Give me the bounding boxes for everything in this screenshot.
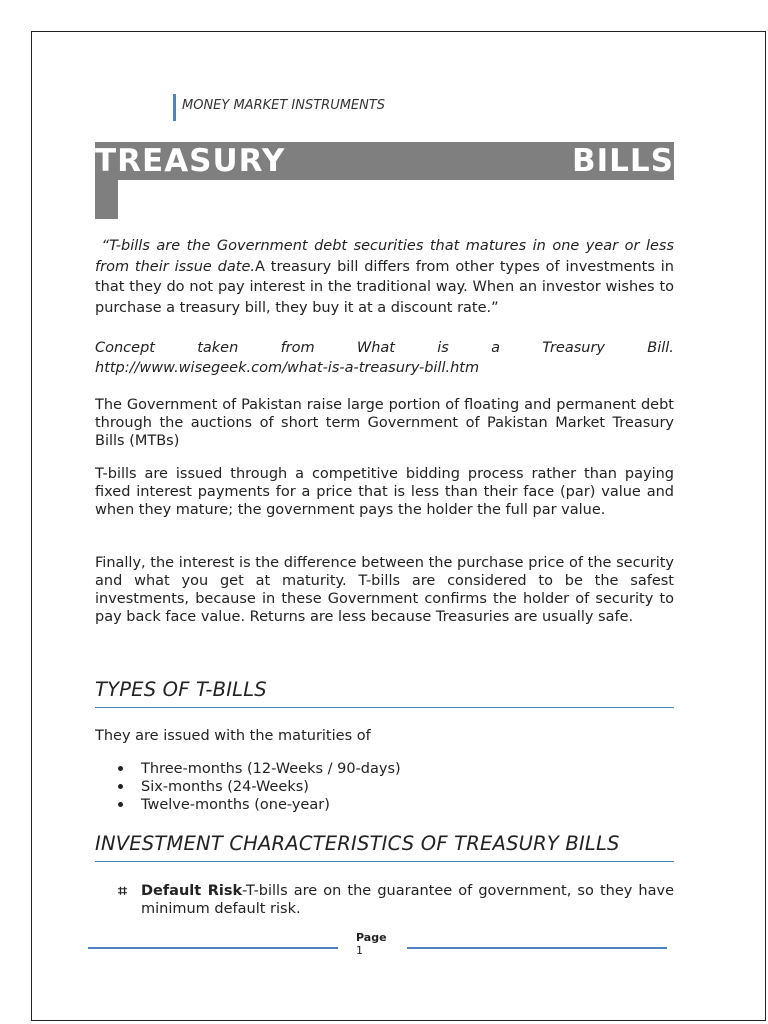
footer-rule-left	[88, 947, 338, 949]
source-citation	[95, 338, 674, 378]
footer-page-number: 1	[356, 944, 363, 957]
page-title-right: BILLS	[572, 143, 674, 179]
citation-word: What	[356, 340, 395, 356]
page-title-left: TREASURY	[95, 143, 286, 179]
bullet-dot-icon	[118, 802, 123, 807]
bullet-dot-icon	[118, 766, 123, 771]
citation-word: is	[437, 340, 449, 356]
section-heading-characteristics: INVESTMENT CHARACTERISTICS OF TREASURY BILLS	[95, 832, 674, 862]
paragraph: T-bills are issued through a competitive bidding process rather than paying fixed interest payments for a price that is less than their face (par) value and when they mature; the government pays the holder the full par value.	[95, 466, 674, 518]
paragraph: Finally, the interest is the difference between the purchase price of the security and what you get at maturity. T-bills are considered to be the safest investments, because in these Government confirms the holder of security to pay back face value. Returns are less because Treasuries are usually safe.	[95, 555, 674, 625]
maturities-list	[117, 760, 401, 814]
citation-url[interactable]: http://www.wisegeek.com/what-is-a-treasury-bill.htm	[95, 360, 480, 376]
citation-word: a	[491, 340, 500, 356]
types-intro: They are issued with the maturities of	[95, 728, 371, 744]
running-header: MONEY MARKET INSTRUMENTS	[182, 98, 386, 113]
citation-word: Concept	[95, 340, 155, 356]
footer-page-label: Page	[356, 931, 387, 944]
characteristic-term: Default Risk	[141, 883, 243, 899]
list-item: Three-months (12-Weeks / 90-days)	[117, 760, 401, 778]
list-item: Six-months (24-Weeks)	[117, 778, 401, 796]
section-heading-types: TYPES OF T-BILLS	[95, 678, 674, 708]
citation-word: Bill.	[647, 340, 674, 356]
footer-rule-right	[407, 947, 667, 949]
hash-bullet-icon: ⌗	[118, 881, 128, 900]
paragraph: The Government of Pakistan raise large portion of floating and permanent debt through the auctions of short term Government of Pakistan Market Treasury Bills (MTBs)	[95, 397, 674, 449]
list-item: Twelve-months (one-year)	[117, 796, 401, 814]
definition-quote	[95, 236, 674, 318]
bullet-dot-icon	[118, 784, 123, 789]
characteristic-item	[141, 882, 674, 918]
citation-word: from	[280, 340, 315, 356]
citation-word: Treasury	[542, 340, 606, 356]
characteristic-text: -T-bills are on the guarantee of government, so they have minimum default risk.	[141, 883, 674, 917]
citation-word: taken	[197, 340, 239, 356]
citation-line	[95, 338, 674, 358]
header-accent-bar	[173, 94, 176, 121]
quote-italic: “T-bills are the Government debt securities that matures in one year or less from their issue date.	[95, 238, 675, 275]
title-band-tail	[95, 180, 118, 219]
quote-plain: A treasury bill differs from other types of investments in that they do not pay interest in the traditional way. When an investor wishes to purchase a treasury bill, they buy it at a discount rate.”	[95, 258, 674, 316]
